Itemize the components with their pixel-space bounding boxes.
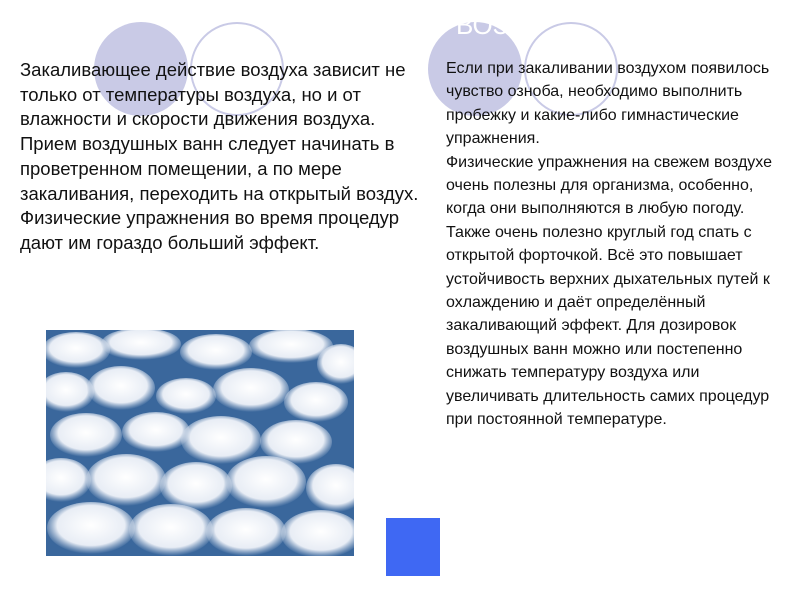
clouds-photo: [46, 330, 354, 556]
slide-title-left: [198, 10, 318, 54]
right-paragraph-1: Если при закаливании воздухом появилось чувство озноба, необходимо выполнить пробежку и какие-либо гимнастические упражнения.: [446, 60, 770, 148]
left-text-block: [20, 58, 430, 256]
left-paragraph-2: Прием воздушных ванн следует начинать в проветренном помещении, а по мере закаливания, переходить на открытый воздух. Физические упражнения во время процедур дают им гораздо больший эффект.: [20, 133, 419, 253]
left-paragraph-1: Закаливающее действие воздуха зависит не только от температуры воздуха, но и от влажности и скорости движения воздуха.: [20, 59, 406, 130]
right-paragraph-2: Физические упражнения на свежем воздухе очень полезны для организма, особенно, когда они выполняются в любую погоду. Также очень полезно круглый год спать с открытой форточкой. Всё это повышает устойчивость верхних дыхательных путей к охлаждению и даёт определённый закаливающий эффект. Для дозировок воздушных ванн можно или постепенно снижать температуру воздуха или увеличивать длительность самих процедур при постоянной температуре.: [446, 153, 773, 429]
slide-title-right: ВОЗ: [456, 10, 509, 40]
right-text-block: [446, 57, 784, 432]
clouds-illustration: [46, 330, 354, 556]
accent-square: [386, 518, 440, 576]
